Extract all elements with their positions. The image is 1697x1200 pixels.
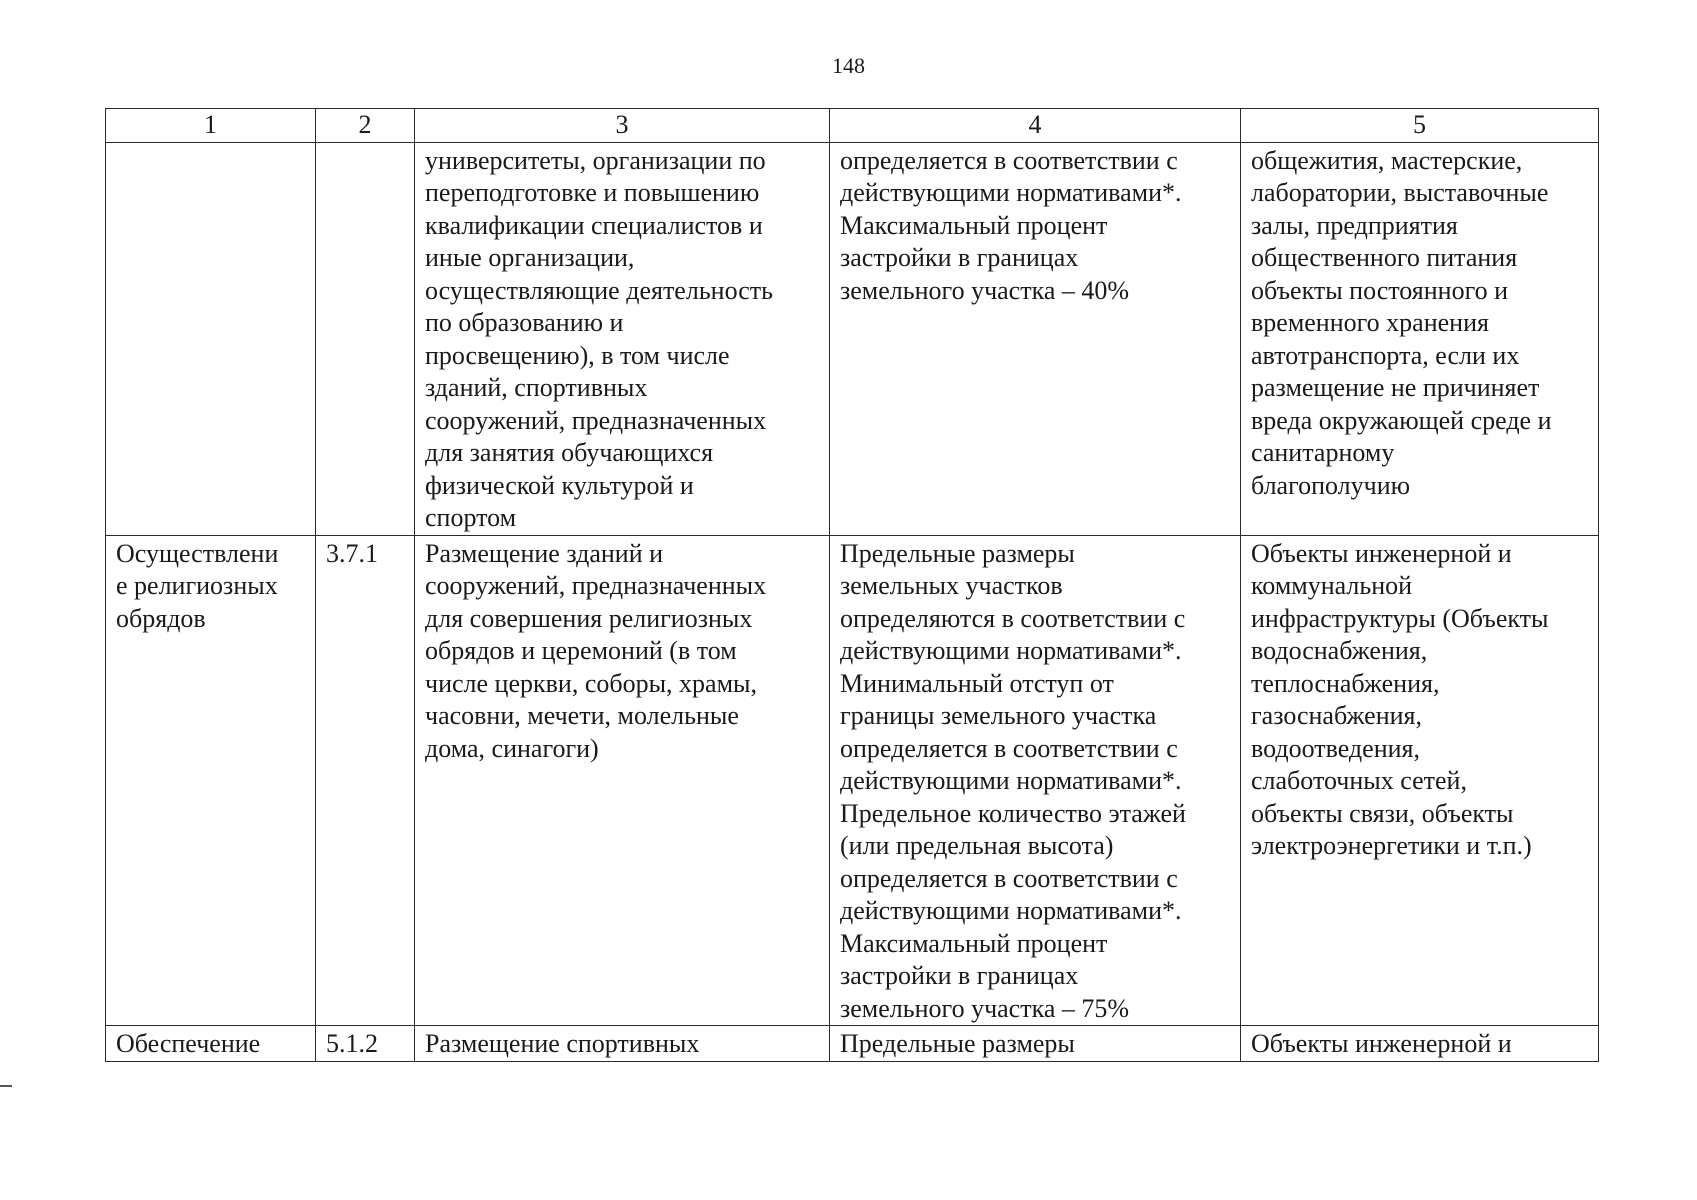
cell-text: Размещение зданий и сооружений, предназначенных для совершения религиозных обрядов и церемоний (в том числе церкви, соборы, храмы, часовни, мечети, молельные дома, синагоги) [425, 538, 767, 763]
table-row [106, 535, 1599, 1026]
cell-text: определяется в соответствии с действующими нормативами*. Максимальный процент застройки в границах земельного участка – 40% [840, 145, 1182, 305]
column-header-4: 4 [830, 109, 1241, 143]
table-cell [316, 142, 415, 535]
table-cell [415, 142, 830, 535]
table-cell [415, 1026, 830, 1062]
page-number: 148 [832, 53, 865, 78]
cell-text: Размещение спортивных [425, 1029, 700, 1058]
column-header-5: 5 [1241, 109, 1599, 143]
table-cell [415, 535, 830, 1026]
table-cell [316, 535, 415, 1026]
column-header-1: 1 [106, 109, 316, 143]
cell-text: Предельные размеры [840, 1029, 1075, 1058]
cell-text: Осуществлени е религиозных обрядов [116, 538, 279, 633]
table-row [106, 1026, 1599, 1062]
cell-text: университеты, организации по переподготовке и повышению квалификации специалистов и иные организации, осуществляющие деятельность по образованию и просвещению), в том числе зданий, спортивных сооружений, предназначенных для занятия обучающихся физической культурой и спортом [425, 145, 774, 532]
table-row [106, 142, 1599, 535]
table-cell [316, 1026, 415, 1062]
cell-text: Предельные размеры земельных участков определяются в соответствии с действующими нормативами*. Минимальный отступ от границы земельного участка определяется в соответствии с действующими нормативами*. Предельное количество этажей (или предельная высота) определяется в соответствии с действующими нормативами*. Максимальный процент застройки в границах земельного участка – 75% [840, 538, 1186, 1023]
cell-text: 5.1.2 [326, 1029, 378, 1058]
table-cell [830, 1026, 1241, 1062]
table-cell [106, 1026, 316, 1062]
table-cell [830, 142, 1241, 535]
column-header-2: 2 [316, 109, 415, 143]
table-cell [1241, 142, 1599, 535]
table-header-row [106, 109, 1599, 143]
table-cell [106, 142, 316, 535]
table-cell [830, 535, 1241, 1026]
table-cell [106, 535, 316, 1026]
regulations-table [105, 108, 1599, 1062]
scan-edge-mark [0, 1085, 12, 1087]
cell-text: Объекты инженерной и [1251, 1029, 1512, 1058]
cell-text: Обеспечение [116, 1029, 261, 1058]
table-cell [1241, 535, 1599, 1026]
table-cell [1241, 1026, 1599, 1062]
cell-text: 3.7.1 [326, 538, 378, 568]
column-header-3: 3 [415, 109, 830, 143]
cell-text: общежития, мастерские, лаборатории, выставочные залы, предприятия общественного питания объекты постоянного и временного хранения автотранспорта, если их размещение не причиняет вреда окружающей среде и санитарному благополучию [1251, 145, 1552, 500]
cell-text: Объекты инженерной и коммунальной инфраструктуры (Объекты водоснабжения, теплоснабжения, газоснабжения, водоотведения, слаботочных сетей, объекты связи, объекты электроэнергетики и т.п.) [1251, 538, 1549, 860]
